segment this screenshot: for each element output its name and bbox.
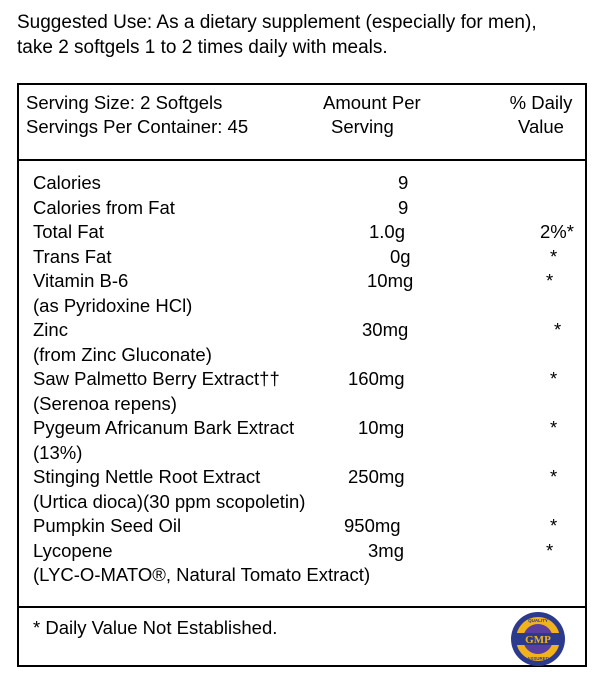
- nutrient-dv: *: [550, 515, 558, 536]
- daily-value-header: [497, 91, 585, 139]
- supplement-facts-panel: [17, 83, 587, 667]
- nutrient-name: (LYC-O-MATO®, Natural Tomato Extract): [33, 564, 371, 585]
- nutrient-amount: 10mg: [367, 270, 414, 291]
- suggested-use: [17, 10, 537, 60]
- nutrient-name: Lycopene: [33, 539, 113, 561]
- dv-header-line-2: Value: [518, 116, 564, 137]
- serving-size: Serving Size: 2 Softgels: [26, 92, 223, 113]
- nutrient-name: (13%): [33, 441, 83, 463]
- nutrient-name: (Urtica dioca)(30 ppm scopoletin): [33, 490, 306, 512]
- nutrient-row: [19, 318, 585, 343]
- suggested-use-line-2: take 2 softgels 1 to 2 times daily with meals.: [17, 37, 388, 58]
- nutrient-row: [19, 245, 585, 270]
- nutrient-row: [19, 539, 585, 564]
- seal-bottom-arc-text: ASSURED: [526, 656, 550, 661]
- nutrient-amount: 1.0g: [369, 221, 406, 242]
- nutrient-row: [19, 514, 585, 539]
- nutrient-dv: *: [550, 245, 558, 267]
- amount-header-line-2: Serving: [331, 116, 394, 137]
- nutrient-dv: *: [550, 417, 558, 438]
- nutrient-amount: 9: [398, 196, 409, 218]
- nutrient-name: Trans Fat: [33, 245, 112, 267]
- serving-info: [26, 91, 248, 139]
- nutrient-row: [19, 196, 585, 221]
- nutrient-amount: 250mg: [348, 466, 405, 487]
- nutrient-row: [19, 490, 585, 515]
- nutrient-dv: *: [550, 368, 558, 389]
- nutrient-row: [19, 343, 585, 368]
- footnote: * Daily Value Not Established.: [33, 617, 278, 638]
- nutrient-name: Calories: [33, 172, 101, 193]
- nutrient-dv: *: [554, 319, 562, 340]
- nutrient-name: (as Pyridoxine HCl): [33, 294, 193, 316]
- nutrient-amount: 9: [398, 172, 409, 193]
- nutrient-dv: *: [546, 270, 554, 291]
- nutrient-name: Calories from Fat: [33, 196, 175, 218]
- nutrient-name: Pumpkin Seed Oil: [33, 515, 182, 536]
- dv-header-line-1: % Daily: [509, 92, 573, 113]
- nutrient-name: Zinc: [33, 319, 68, 340]
- nutrient-amount: 950mg: [344, 515, 401, 536]
- nutrient-row: [19, 416, 585, 441]
- nutrient-name: Saw Palmetto Berry Extract††: [33, 368, 280, 389]
- nutrient-name: Pygeum Africanum Bark Extract: [33, 417, 295, 438]
- nutrient-amount: 0g: [390, 245, 411, 267]
- nutrient-name: Total Fat: [33, 221, 104, 242]
- nutrient-row: [19, 441, 585, 466]
- seal-text: GMP: [525, 634, 551, 646]
- nutrient-name: (Serenoa repens): [33, 392, 177, 414]
- nutrient-row: [19, 392, 585, 417]
- nutrient-amount: 160mg: [348, 368, 405, 389]
- nutrient-row: [19, 171, 585, 196]
- nutrient-row: [19, 220, 585, 245]
- nutrient-amount: 3mg: [368, 539, 404, 561]
- seal-top-arc-text: QUALITY: [528, 618, 548, 623]
- gmp-seal-icon: [510, 611, 566, 667]
- nutrient-dv: 2%*: [540, 221, 574, 242]
- nutrient-name: Vitamin B-6: [33, 270, 129, 291]
- suggested-use-line-1: Suggested Use: As a dietary supplement (especially for men),: [17, 12, 537, 33]
- header-divider: [19, 159, 585, 161]
- nutrient-dv: *: [546, 539, 554, 561]
- nutrient-list: [19, 171, 585, 588]
- nutrient-dv: *: [550, 466, 558, 487]
- nutrient-amount: 30mg: [362, 319, 409, 340]
- nutrient-name: Stinging Nettle Root Extract: [33, 466, 261, 487]
- amount-header-line-1: Amount Per: [323, 92, 421, 113]
- nutrient-name: (from Zinc Gluconate): [33, 343, 212, 365]
- amount-per-serving-header: [323, 91, 421, 139]
- nutrient-row: [19, 563, 585, 588]
- nutrient-row: [19, 269, 585, 294]
- nutrient-row: [19, 294, 585, 319]
- servings-per-container: Servings Per Container: 45: [26, 116, 249, 137]
- nutrient-amount: 10mg: [358, 417, 405, 438]
- nutrient-row: [19, 465, 585, 490]
- footer-divider: [19, 606, 585, 608]
- nutrient-row: [19, 367, 585, 392]
